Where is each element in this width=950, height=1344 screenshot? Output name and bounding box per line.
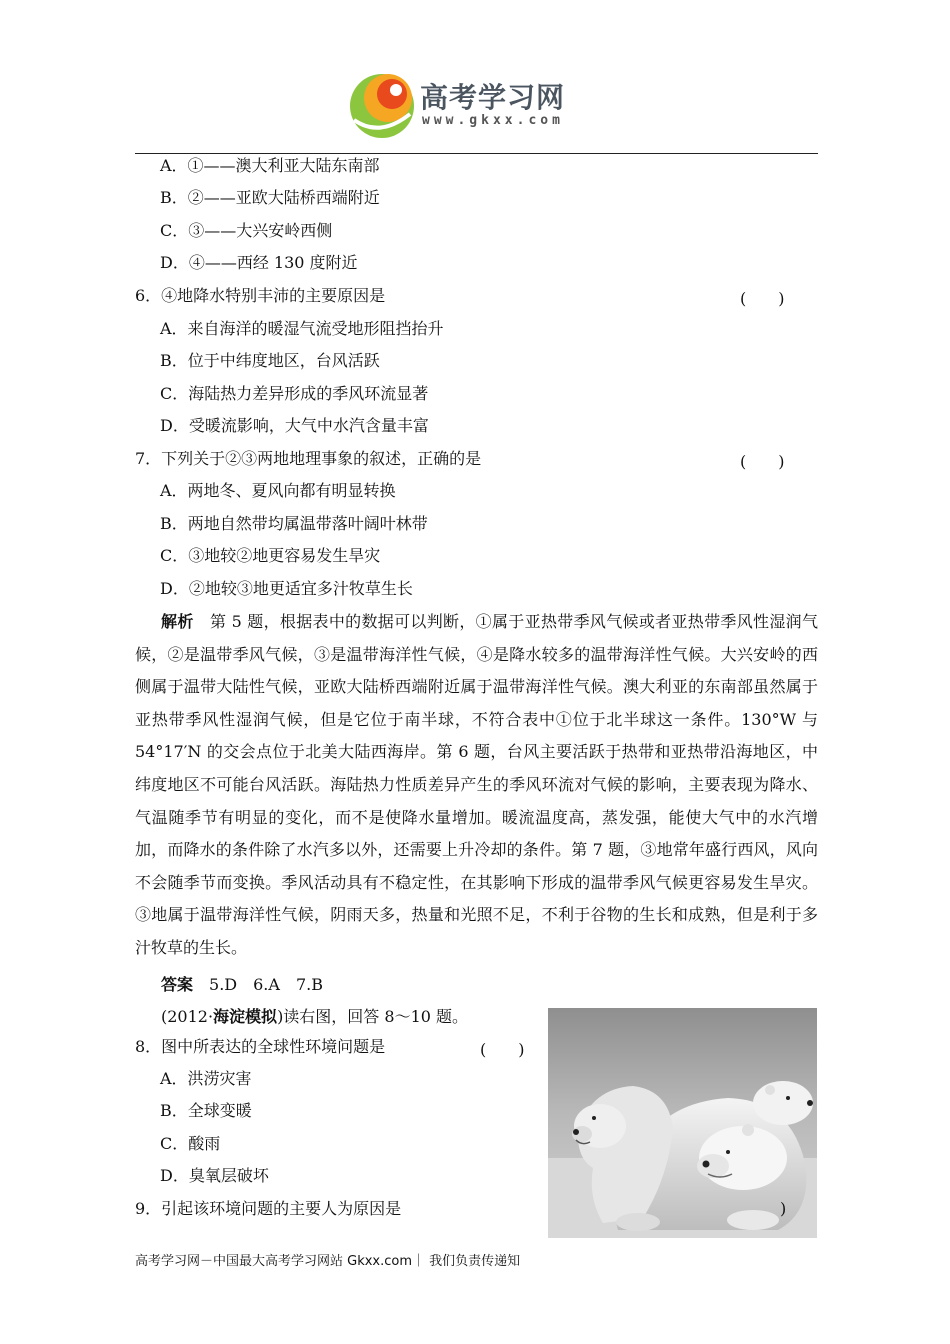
q6-option-c: C．海陆热力差异形成的季风环流显著 xyxy=(160,384,429,403)
analysis-text: 第 5 题，根据表中的数据可以判断，①属于亚热带季风气候或者亚热带季风性湿润气候，②是温带季风气候，③是温带海洋性气候，④是降水较多的温带海洋性气候。大兴安岭的西侧属于温带大陆性气候，亚欧大陆桥西端附近属于温带海洋性气候。澳大利亚的东南部虽然属于亚热带季风性湿润气候，但是它位于南半球，不符合表中①位于北半球这一条件。130°W 与 54°17′N 的交会点位于北美大陆西海岸。第 6 题，台风主要活跃于热带和亚热带沿海地区，中纬度地区不可能台风活跃。海陆热力性质差异产生的季风环流对气候的影响，主要表现为降水、气温随季节有明显的变化，而不是使降水量增加。暖流温度高，蒸发强，能使大气中的水汽增加，而降水的条件除了水汽多以外，还需要上升冷却的条件。第 7 题，③地常年盛行西风，风向不会随季节而变换。季风活动具有不稳定性，在其影响下形成的温带季风气候更容易发生旱灾。③地属于温带海洋性气候，阴雨天多，热量和光照不足，不利于谷物的生长和成熟，但是利于多汁牧草的生长。 xyxy=(135,612,818,957)
logo-title: 高考学习网 xyxy=(420,81,566,114)
q8-option-b: B．全球变暖 xyxy=(160,1101,252,1120)
q6-stem: 6．④地降水特别丰沛的主要原因是 xyxy=(135,286,386,305)
q6-option-a: A．来自海洋的暖湿气流受地形阻挡抬升 xyxy=(160,319,444,338)
q7-option-b: B．两地自然带均属温带落叶阔叶林带 xyxy=(160,514,428,533)
footer-text: 高考学习网－中国最大高考学习网站 Gkxx.com｜ 我们负责传递知 xyxy=(135,1254,521,1269)
q7-option-a: A．两地冬、夏风向都有明显转换 xyxy=(160,481,396,500)
source-place: 海淀模拟 xyxy=(213,1007,278,1026)
answer-line xyxy=(161,972,323,995)
source-suffix: )读右图，回答 8～10 题。 xyxy=(277,1007,469,1026)
q8-option-c: C．酸雨 xyxy=(160,1134,221,1153)
q6-option-d: D．受暖流影响，大气中水汽含量丰富 xyxy=(160,416,429,435)
answer-label: 答案 xyxy=(161,975,194,994)
polar-bears-photo xyxy=(548,1008,817,1238)
q5-option-b: B．②——亚欧大陆桥西端附近 xyxy=(160,188,380,207)
logo-url: www.gkxx.com xyxy=(422,113,564,128)
analysis-label: 解析 xyxy=(161,612,194,631)
answer-text: 5.D 6.A 7.B xyxy=(209,975,323,994)
source-prefix: (2012· xyxy=(161,1007,214,1026)
q5-option-a: A．①——澳大利亚大陆东南部 xyxy=(160,156,380,175)
q9-stem: 9．引起该环境问题的主要人为原因是 xyxy=(135,1199,402,1218)
source-line xyxy=(161,1004,468,1027)
header-divider xyxy=(135,153,818,154)
q5-option-c: C．③——大兴安岭西侧 xyxy=(160,221,333,240)
q6-answer-blank: ( ) xyxy=(740,289,785,308)
analysis-paragraph xyxy=(135,606,818,965)
q7-option-d: D．②地较③地更适宜多汁牧草生长 xyxy=(160,579,413,598)
q5-option-d: D．④——西经 130 度附近 xyxy=(160,253,358,272)
q9-paren-tail: ) xyxy=(780,1199,787,1218)
q7-answer-blank: ( ) xyxy=(740,452,785,471)
q7-option-c: C．③地较②地更容易发生旱灾 xyxy=(160,546,381,565)
q8-option-a: A．洪涝灾害 xyxy=(160,1069,252,1088)
q8-option-d: D．臭氧层破坏 xyxy=(160,1166,269,1185)
q7-stem: 7．下列关于②③两地地理事象的叙述，正确的是 xyxy=(135,449,482,468)
q6-option-b: B．位于中纬度地区，台风活跃 xyxy=(160,351,380,370)
q8-answer-blank: ( ) xyxy=(480,1040,525,1059)
q8-stem: 8．图中所表达的全球性环境问题是 xyxy=(135,1037,386,1056)
